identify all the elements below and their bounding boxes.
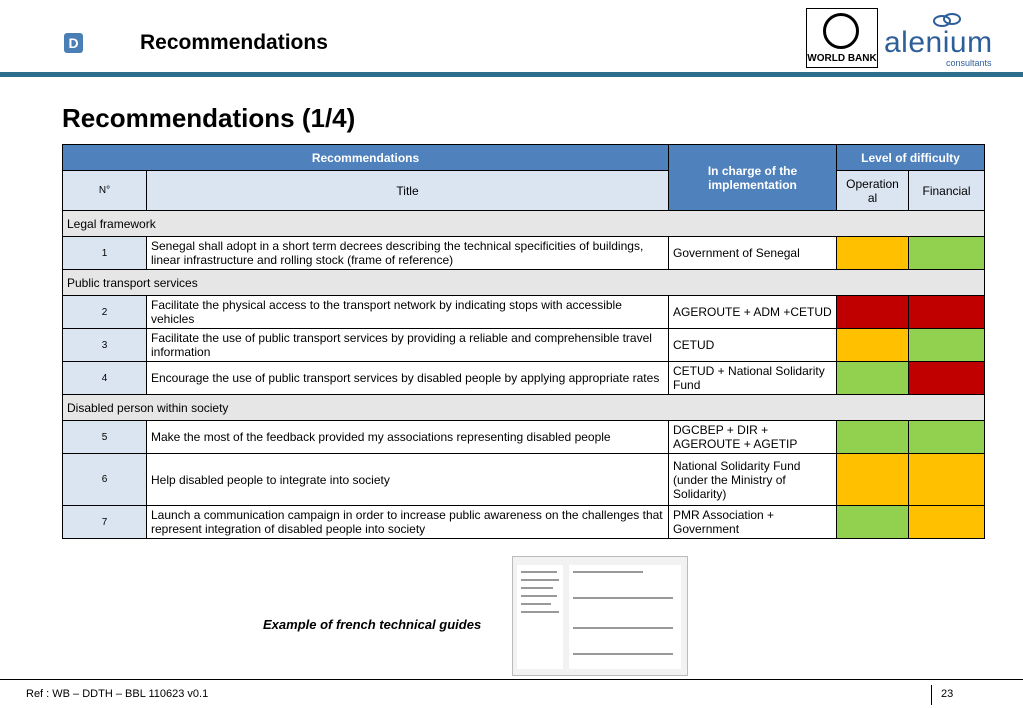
header-recommendations: Recommendations bbox=[63, 145, 669, 171]
alenium-logo-sub: consultants bbox=[946, 58, 992, 68]
thumbnail-caption: Example of french technical guides bbox=[263, 617, 482, 632]
financial-difficulty-cell bbox=[909, 237, 985, 270]
table-row bbox=[63, 237, 985, 270]
row-title: Facilitate the physical access to the transport network by indicating stops with accessible vehicles bbox=[147, 296, 669, 329]
footer-separator bbox=[931, 685, 932, 705]
row-title: Encourage the use of public transport services by disabled people by applying appropriate rates bbox=[147, 362, 669, 395]
table-row bbox=[63, 421, 985, 454]
section-row-label: Disabled person within society bbox=[63, 395, 985, 421]
world-bank-logo bbox=[806, 8, 878, 68]
operational-difficulty-cell bbox=[837, 362, 909, 395]
row-number: 1 bbox=[63, 237, 147, 270]
section-row-label: Public transport services bbox=[63, 270, 985, 296]
row-in-charge: CETUD + National Solidarity Fund bbox=[669, 362, 837, 395]
page-number: 23 bbox=[941, 688, 954, 700]
table-row bbox=[63, 362, 985, 395]
row-number: 3 bbox=[63, 329, 147, 362]
operational-difficulty-cell bbox=[837, 296, 909, 329]
header-title: Recommendations bbox=[140, 31, 328, 54]
row-title: Facilitate the use of public transport services by providing a reliable and comprehensible travel information bbox=[147, 329, 669, 362]
globe-icon bbox=[823, 13, 859, 49]
operational-difficulty-cell bbox=[837, 329, 909, 362]
technical-guide-thumbnail bbox=[512, 556, 688, 676]
row-in-charge: National Solidarity Fund (under the Ministry of Solidarity) bbox=[669, 454, 837, 506]
row-in-charge: DGCBEP + DIR + AGEROUTE + AGETIP bbox=[669, 421, 837, 454]
operational-difficulty-cell bbox=[837, 237, 909, 270]
recommendations-table bbox=[62, 144, 985, 539]
row-number: 4 bbox=[63, 362, 147, 395]
header-financial: Financial bbox=[909, 171, 985, 211]
alenium-logo bbox=[884, 26, 993, 68]
row-title: Help disabled people to integrate into society bbox=[147, 454, 669, 506]
slide-title: Recommendations (1/4) bbox=[62, 103, 356, 133]
header-divider bbox=[0, 72, 1023, 77]
financial-difficulty-cell bbox=[909, 421, 985, 454]
alenium-mark-icon bbox=[932, 12, 962, 28]
row-number: 5 bbox=[63, 421, 147, 454]
financial-difficulty-cell bbox=[909, 296, 985, 329]
row-number: 7 bbox=[63, 506, 147, 539]
header-operational: Operation al bbox=[837, 171, 909, 211]
financial-difficulty-cell bbox=[909, 329, 985, 362]
row-in-charge: AGEROUTE + ADM +CETUD bbox=[669, 296, 837, 329]
row-in-charge: PMR Association + Government bbox=[669, 506, 837, 539]
section-row-label: Legal framework bbox=[63, 211, 985, 237]
alenium-logo-name: alenium bbox=[884, 26, 993, 59]
table-row bbox=[63, 506, 985, 539]
row-title: Make the most of the feedback provided my associations representing disabled people bbox=[147, 421, 669, 454]
row-number: 6 bbox=[63, 454, 147, 506]
footer-reference: Ref : WB – DDTH – BBL 110623 v0.1 bbox=[26, 688, 209, 700]
row-in-charge: CETUD bbox=[669, 329, 837, 362]
row-title: Launch a communication campaign in order to increase public awareness on the challenges that represent integration of disabled people into society bbox=[147, 506, 669, 539]
table-row bbox=[63, 454, 985, 506]
operational-difficulty-cell bbox=[837, 454, 909, 506]
row-in-charge: Government of Senegal bbox=[669, 237, 837, 270]
world-bank-logo-text: WORLD BANK bbox=[807, 53, 877, 64]
header-title: Title bbox=[147, 171, 669, 211]
financial-difficulty-cell bbox=[909, 454, 985, 506]
row-title: Senegal shall adopt in a short term decrees describing the technical specificities of buildings, linear infrastructure and rolling stock (frame of reference) bbox=[147, 237, 669, 270]
section-badge: D bbox=[64, 33, 83, 53]
row-number: 2 bbox=[63, 296, 147, 329]
operational-difficulty-cell bbox=[837, 421, 909, 454]
header-in-charge: In charge of the implementation bbox=[669, 145, 837, 211]
table-row bbox=[63, 329, 985, 362]
financial-difficulty-cell bbox=[909, 362, 985, 395]
header-number: N° bbox=[63, 171, 147, 211]
financial-difficulty-cell bbox=[909, 506, 985, 539]
header-level-of-difficulty: Level of difficulty bbox=[837, 145, 985, 171]
table-row bbox=[63, 296, 985, 329]
operational-difficulty-cell bbox=[837, 506, 909, 539]
footer-divider bbox=[0, 679, 1023, 680]
